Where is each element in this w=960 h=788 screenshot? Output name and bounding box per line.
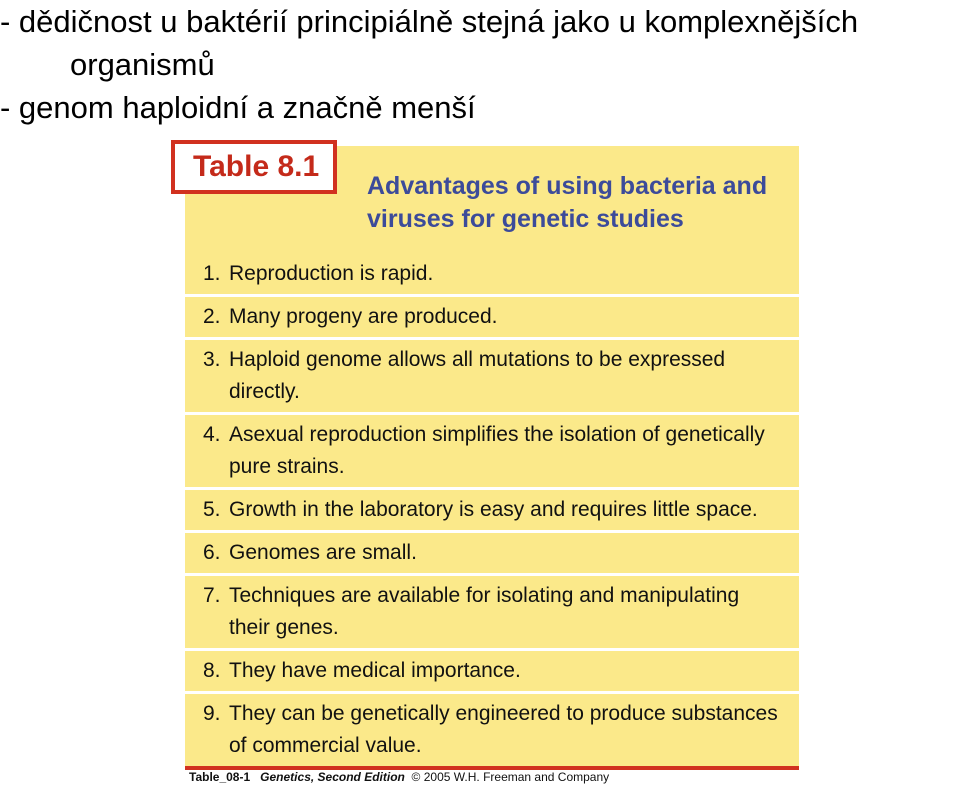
row-text: Many progeny are produced. bbox=[229, 305, 498, 328]
table-row bbox=[185, 694, 799, 766]
table-row bbox=[185, 254, 799, 297]
row-number: 8. bbox=[203, 659, 221, 682]
row-text: They can be genetically engineered to produce substances of commercial value. bbox=[229, 702, 778, 757]
row-text: Haploid genome allows all mutations to be expressed directly. bbox=[229, 348, 726, 403]
table-label-tag bbox=[171, 140, 337, 194]
bullet-list bbox=[0, 0, 960, 129]
bullet-line-continuation: organismů bbox=[70, 47, 215, 82]
bullet-line: - genom haploidní a značně menší bbox=[0, 90, 476, 125]
row-number: 1. bbox=[203, 262, 221, 285]
figure-credit bbox=[189, 770, 609, 784]
row-text: They have medical importance. bbox=[229, 659, 521, 682]
row-number: 9. bbox=[203, 702, 221, 725]
row-number: 5. bbox=[203, 498, 221, 521]
bullet-line: - dědičnost u baktérií principiálně stejná jako u komplexnějších bbox=[0, 4, 859, 39]
table-row bbox=[185, 533, 799, 576]
table-caption: Advantages of using bacteria and viruses for genetic studies bbox=[367, 172, 768, 233]
row-text: Growth in the laboratory is easy and requires little space. bbox=[229, 498, 758, 521]
row-number: 4. bbox=[203, 423, 221, 446]
row-text: Reproduction is rapid. bbox=[229, 262, 434, 285]
table-items bbox=[185, 254, 799, 766]
row-text: Asexual reproduction simplifies the isolation of genetically pure strains. bbox=[229, 423, 765, 478]
row-number: 2. bbox=[203, 305, 221, 328]
row-text: Techniques are available for isolating and manipulating their genes. bbox=[229, 584, 740, 639]
row-number: 3. bbox=[203, 348, 221, 371]
table-row bbox=[185, 651, 799, 694]
credit-table-id: Table_08-1 bbox=[189, 770, 251, 784]
table-figure bbox=[171, 140, 801, 788]
table-panel bbox=[185, 146, 799, 770]
table-row bbox=[185, 340, 799, 415]
row-number: 7. bbox=[203, 584, 221, 607]
credit-book-title: Genetics, Second Edition bbox=[260, 770, 405, 784]
table-label: Table 8.1 bbox=[175, 144, 333, 190]
table-row bbox=[185, 297, 799, 340]
table-row bbox=[185, 415, 799, 490]
credit-copyright: © 2005 W.H. Freeman and Company bbox=[411, 770, 610, 784]
row-text: Genomes are small. bbox=[229, 541, 417, 564]
row-number: 6. bbox=[203, 541, 221, 564]
table-row bbox=[185, 490, 799, 533]
table-row bbox=[185, 576, 799, 651]
